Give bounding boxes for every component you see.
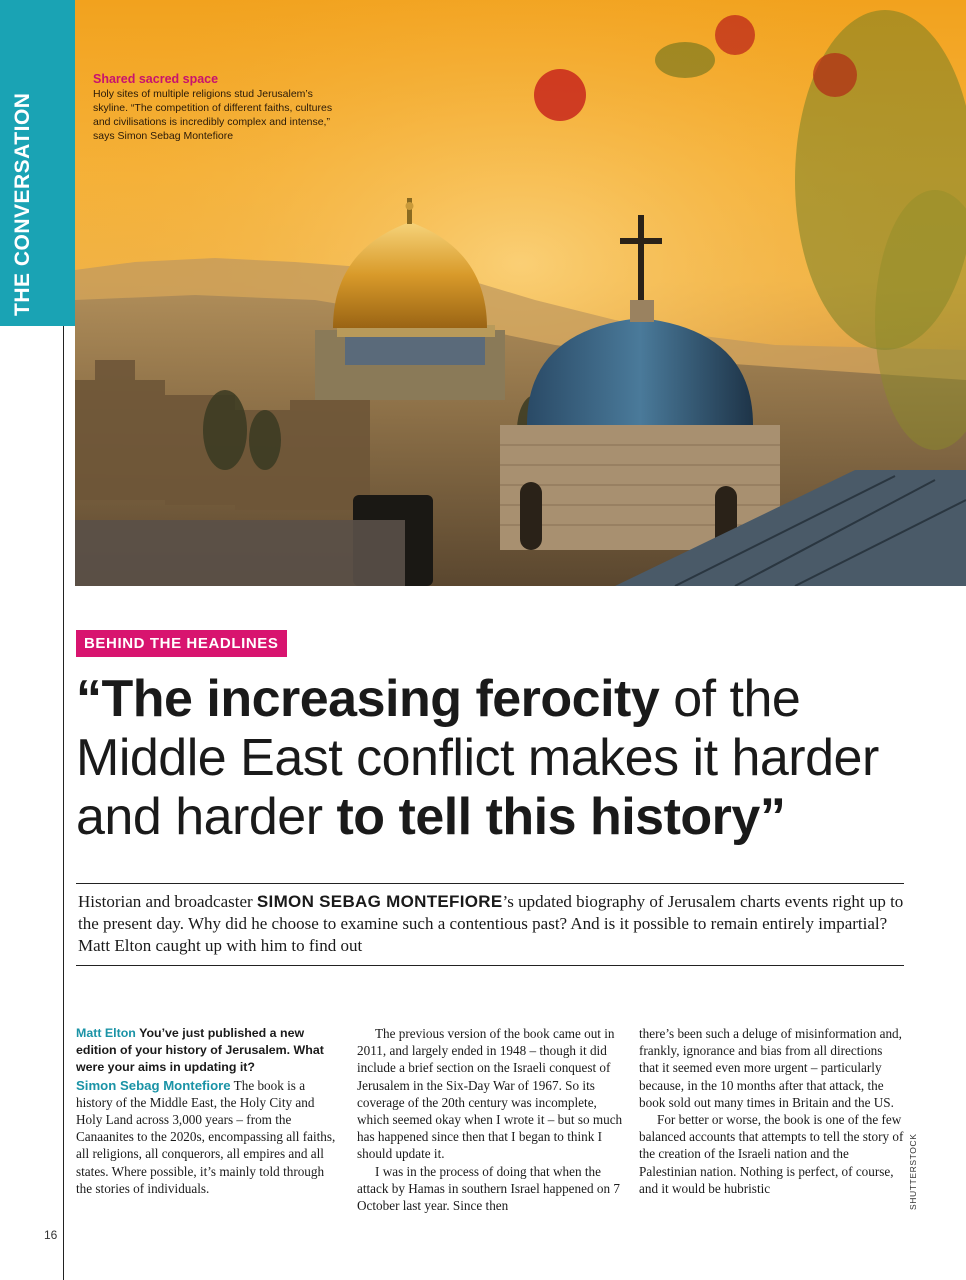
standfirst xyxy=(78,891,904,957)
photo-caption xyxy=(93,72,343,143)
answer-1-p3-text: I was in the process of doing that when the attack by Hamas in southern Israel happened on 7 October last year. Since then xyxy=(357,1163,620,1214)
page-number: 16 xyxy=(44,1228,58,1242)
left-margin-rule xyxy=(63,326,64,1280)
interviewer-name: Matt Elton xyxy=(76,1026,136,1040)
caption-text: Holy sites of multiple religions stud Jerusalem’s skyline. “The competition of different faiths, cultures and civilisations is incredibly complex and intense,” says Simon Sebag Montefiore xyxy=(93,88,333,142)
body-column-3 xyxy=(639,1025,905,1197)
hero-photo xyxy=(75,0,966,586)
caption-title: Shared sacred space xyxy=(93,72,219,86)
standfirst-rule-bottom xyxy=(76,965,904,966)
answer-1-paragraph-3b: there’s been such a deluge of misinformation and, frankly, ignorance and bias from all directions that it seemed even more urgent – particularly because, in the 10 months after that attack, the book sold out many times in Britain and the US. xyxy=(639,1026,902,1110)
category-badge: BEHIND THE HEADLINES xyxy=(76,630,287,657)
headline-bold-1: “The increasing ferocity xyxy=(76,670,660,728)
question-1-text: You’ve just published a new edition of your history of Jerusalem. What were your aims in updating it? xyxy=(76,1026,324,1075)
interviewee-name: Simon Sebag Montefiore xyxy=(76,1077,231,1093)
headline xyxy=(76,670,946,847)
answer-1-paragraph-4: For better or worse, the book is one of the few balanced accounts that attempts to tell the story of the creation of the Israeli nation and the Palestinian nation. Nothing is perfect, of course, and it would be hubristic xyxy=(639,1112,904,1196)
headline-bold-3: to tell this history” xyxy=(336,788,786,846)
standfirst-pre: Historian and broadcaster xyxy=(78,892,257,911)
answer-1-paragraph-3a xyxy=(357,1163,623,1215)
photo-credit: SHUTTERSTOCK xyxy=(908,1133,918,1210)
standfirst-subject-name: SIMON SEBAG MONTEFIORE xyxy=(256,892,503,911)
standfirst-rule-top xyxy=(76,883,904,884)
answer-1-paragraph-1 xyxy=(76,1077,342,1197)
section-label: THE CONVERSATION xyxy=(11,92,34,316)
answer-1-p1-text: The book is a history of the Middle East, the Holy City and Holy Land across 3,000 years – from the Canaanites to the 2020s, encompassing all faiths, all religions, all conquerors, all empires and all states. Where possible, it’s mainly told through the stories of individuals. xyxy=(76,1077,336,1196)
standfirst-post: ’s updated biography of Jerusalem charts events right up to the present day. Why did he choose to examine such a contentious past? And is it possible to remain entirely impartial? Matt Elton caught up with him to find out xyxy=(78,892,904,955)
answer-1-paragraph-2: The previous version of the book came out in 2011, and largely ended in 1948 – though it did include a brief section on the Israeli conquest of Jerusalem in the Six-Day War of 1967. So its coverage of the 20th century was incomplete, which seemed okay when I wrote it – but so much has happened since then that I began to think I should update it. xyxy=(357,1026,623,1162)
headline-light-2: Middle East conflict makes it harder xyxy=(76,729,879,787)
headline-light-3: and harder xyxy=(76,788,337,846)
headline-light-1: of the xyxy=(659,670,801,728)
body-column-1 xyxy=(76,1025,342,1197)
question-1 xyxy=(76,1025,342,1077)
body-column-2 xyxy=(357,1025,623,1214)
